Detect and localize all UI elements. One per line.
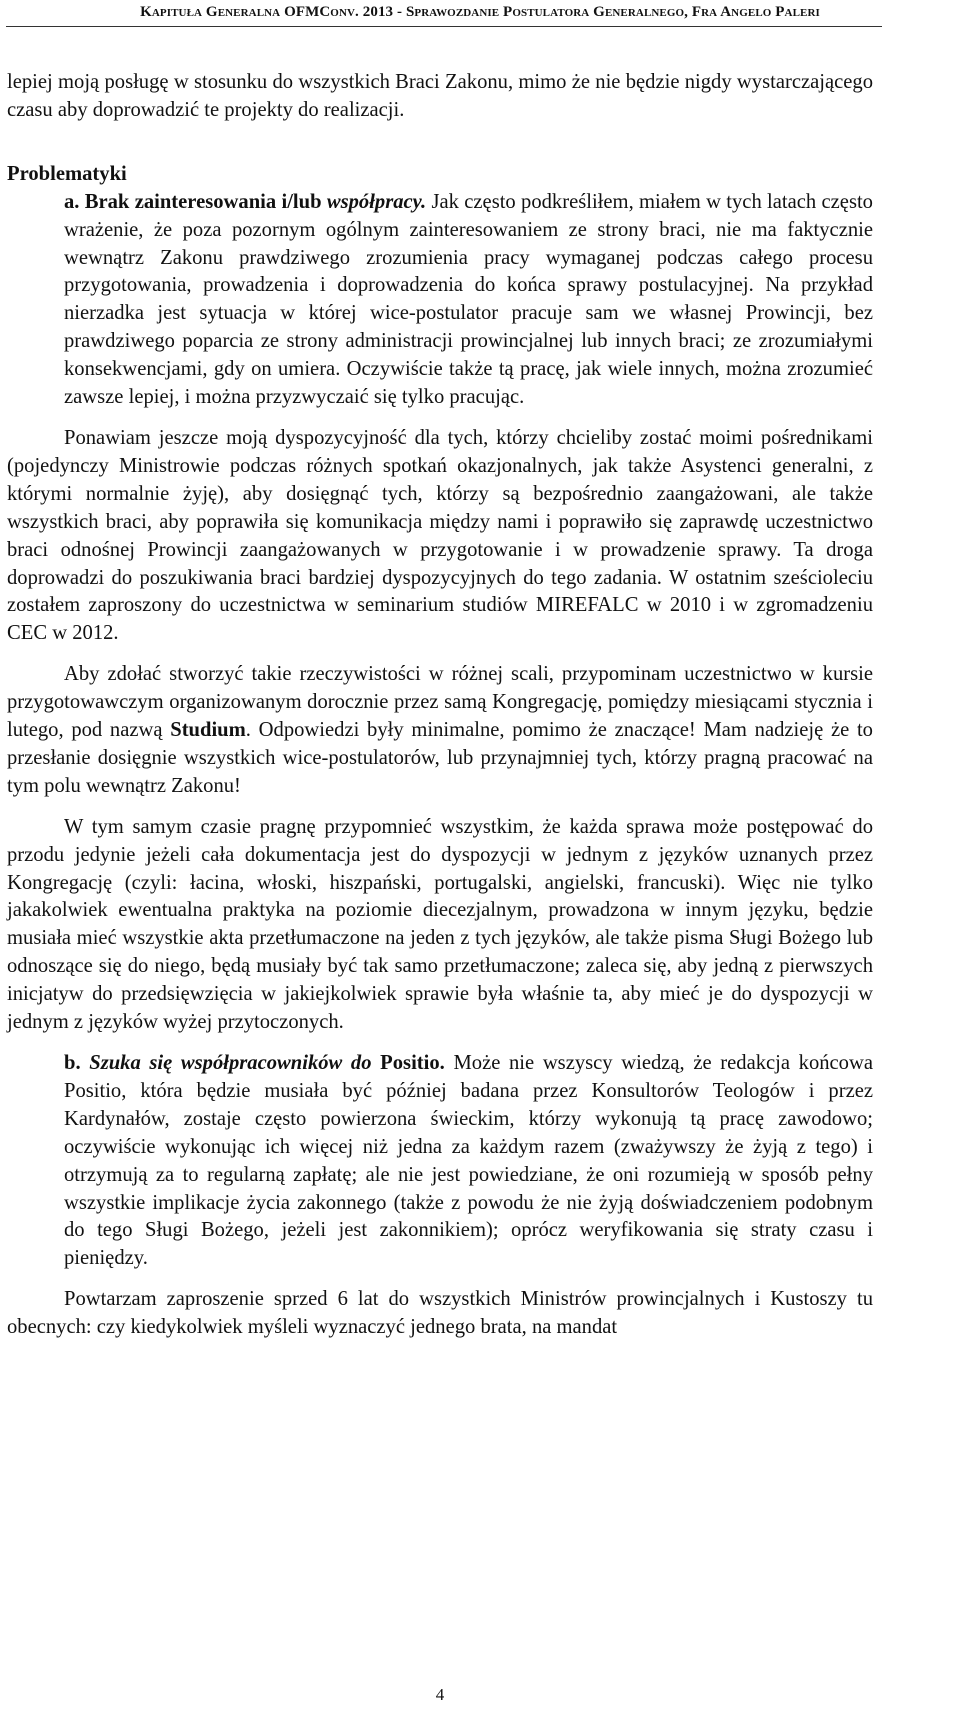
studium-term: Studium (170, 719, 246, 742)
running-header (0, 0, 960, 30)
subsection-b-label-italic: Szuka się współpracowników do (89, 1052, 372, 1074)
paragraph-1: Ponawiam jeszcze moją dyspozycyjność dla tych, którzy chcieliby zostać moimi pośrednikami (pojedynczy Ministrowie podczas różnych spotkań okazjonalnych, jak także Asystenci generalni, z którymi normalnie żyję), aby dosięgnąć tych, którzy są bezpośrednio zaangażowani, ale także wszystkich braci, aby poprawiła się komunikacja między nami i poprawiło się zaprawdę uczestnictwo braci odnośnej Prowincji zaangażowanych w przygotowanie i w prowadzenie sprawy. Ta droga doprowadzi do poszukiwania braci bardziej dyspozycyjnych do tego zadania. W ostatnim sześcioleciu zostałem zaproszony do uczestnictwa w seminarium studiów MIREFALC w 2010 i w zgromadzeniu CEC w 2012. (7, 426, 873, 645)
spacer (7, 648, 873, 661)
paragraph-continuation: lepiej moją posługę w stosunku do wszystkich Braci Zakonu, mimo że nie będzie nigdy wystarczającego czasu aby doprowadzić te projekty do realizacji. (7, 71, 873, 121)
header-text: Kapituła Generalna OFMConv. 2013 - Sprawozdanie Postulatora Generalnego, Fra Angelo Paleri (140, 4, 820, 20)
document-body (7, 69, 873, 1342)
subsection-a-text: Jak często podkreśliłem, miałem w tych latach często wrażenie, że poza pozornym ogólnym zainteresowaniem ze strony braci, nie ma faktycznie wewnątrz Zakonu prawdziwego zrozumienia pracy wymaganej podczas całego procesu przygotowania, prowadzenia i doprowadzenia do końca sprawy postulacyjnej. Na przykład nierzadka jest sytuacja w której wice-postulator pracuje sam we własnej Prowincji, bez prawdziwego poparcia ze strony administracji prowincjalnej lub innych braci; ze zrozumiałymi konsekwencjami, gdy on umiera. Oczywiście także tą pracę, jak wiele innych, można zrozumieć zawsze lepiej, i można przyzwyczaić się tylko pracując. (64, 190, 873, 409)
subsection-a (7, 189, 873, 412)
paragraph-2 (7, 661, 873, 801)
spacer (7, 801, 873, 814)
spacer (7, 412, 873, 425)
spacer (7, 1273, 873, 1286)
subsection-b (7, 1050, 873, 1273)
paragraph-3: W tym samym czasie pragnę przypomnieć wszystkim, że każda sprawa może postępować do przodu jedynie jeżeli cała dokumentacja jest do dyspozycji w jednym z języków uznanych przez Kongregację (czyli: łacina, włoski, hiszpański, portugalski, angielski, francuski). Więc nie tylko jakakolwiek ewentualna praktyka na poziomie diecezjalnym, prowadzona w innym języku, będzie musiała mieć wszystkie akta przetłumaczone na jeden z tych języków, ale także pisma Sługi Bożego lub odnoszące się do niego, będą musiały być tak samo przetłumaczone; zaleca się, aby jedną z pierwszych inicjatyw do przedsięwzięcia w jakiejkolwiek sprawie była właśnie ta, aby mieć je do dyspozycji w jednym z języków wyżej przytoczonych. (7, 815, 873, 1034)
paragraph-2-start: Aby zdołać stworzyć takie rzeczywistości w różnej scali, przypominam uczestnictwo w kursie przygotowawczym organizowanym dorocznie przez samą Kongregację, pomiędzy miesiącami stycznia i lutego, pod nazwą (7, 663, 873, 742)
section-heading: Problematyki (7, 162, 127, 185)
paragraph-2-end: . Odpowiedzi były minimalne, pomimo że znaczące! Mam nadzieję że to przesłanie dosięgnie wszystkich wice-postulatorów, lub przynajmniej tych, którzy pragną pracować na tym polu wewnątrz Zakonu! (7, 719, 873, 797)
subsection-b-label: b. (64, 1052, 90, 1074)
subsection-a-label: a. Brak zainteresowania i/lub (64, 190, 327, 213)
page-number: 4 (435, 1685, 445, 1704)
spacer (7, 1037, 873, 1050)
subsection-b-label-end: Positio. (371, 1052, 445, 1074)
subsection-b-text: Może nie wszyscy wiedzą, że redakcja końcowa Positio, która będzie musiała być później badana przez Konsultorów Teologów i przez Kardynałów, zostaje często powierzona świeckim, którzy wykonują tą pracę zawodowo; oczywiście wykonując ich więcej niż jedna za każdym razem (zważywszy że żyją z tego) i otrzymują za to regularną zapłatę; ale nie jest powiedziane, że oni rozumieją w sposób pełny wszystkie implikacje życia zakonnego (także z powodu że nie żyją doświadczeniem podobnym do tego Sługi Bożego, jeżeli jest zakonnikiem); oprócz weryfikowania się straty czasu i pieniędzy. (64, 1052, 873, 1270)
header-rule (6, 26, 882, 27)
subsection-a-label-italic: współpracy. (326, 190, 427, 213)
spacer (7, 125, 873, 161)
paragraph-4: Powtarzam zaproszenie sprzed 6 lat do wszystkich Ministrów prowincjalnych i Kustoszy tu obecnych: czy kiedykolwiek myśleli wyznaczyć jednego brata, na mandat (7, 1288, 873, 1339)
